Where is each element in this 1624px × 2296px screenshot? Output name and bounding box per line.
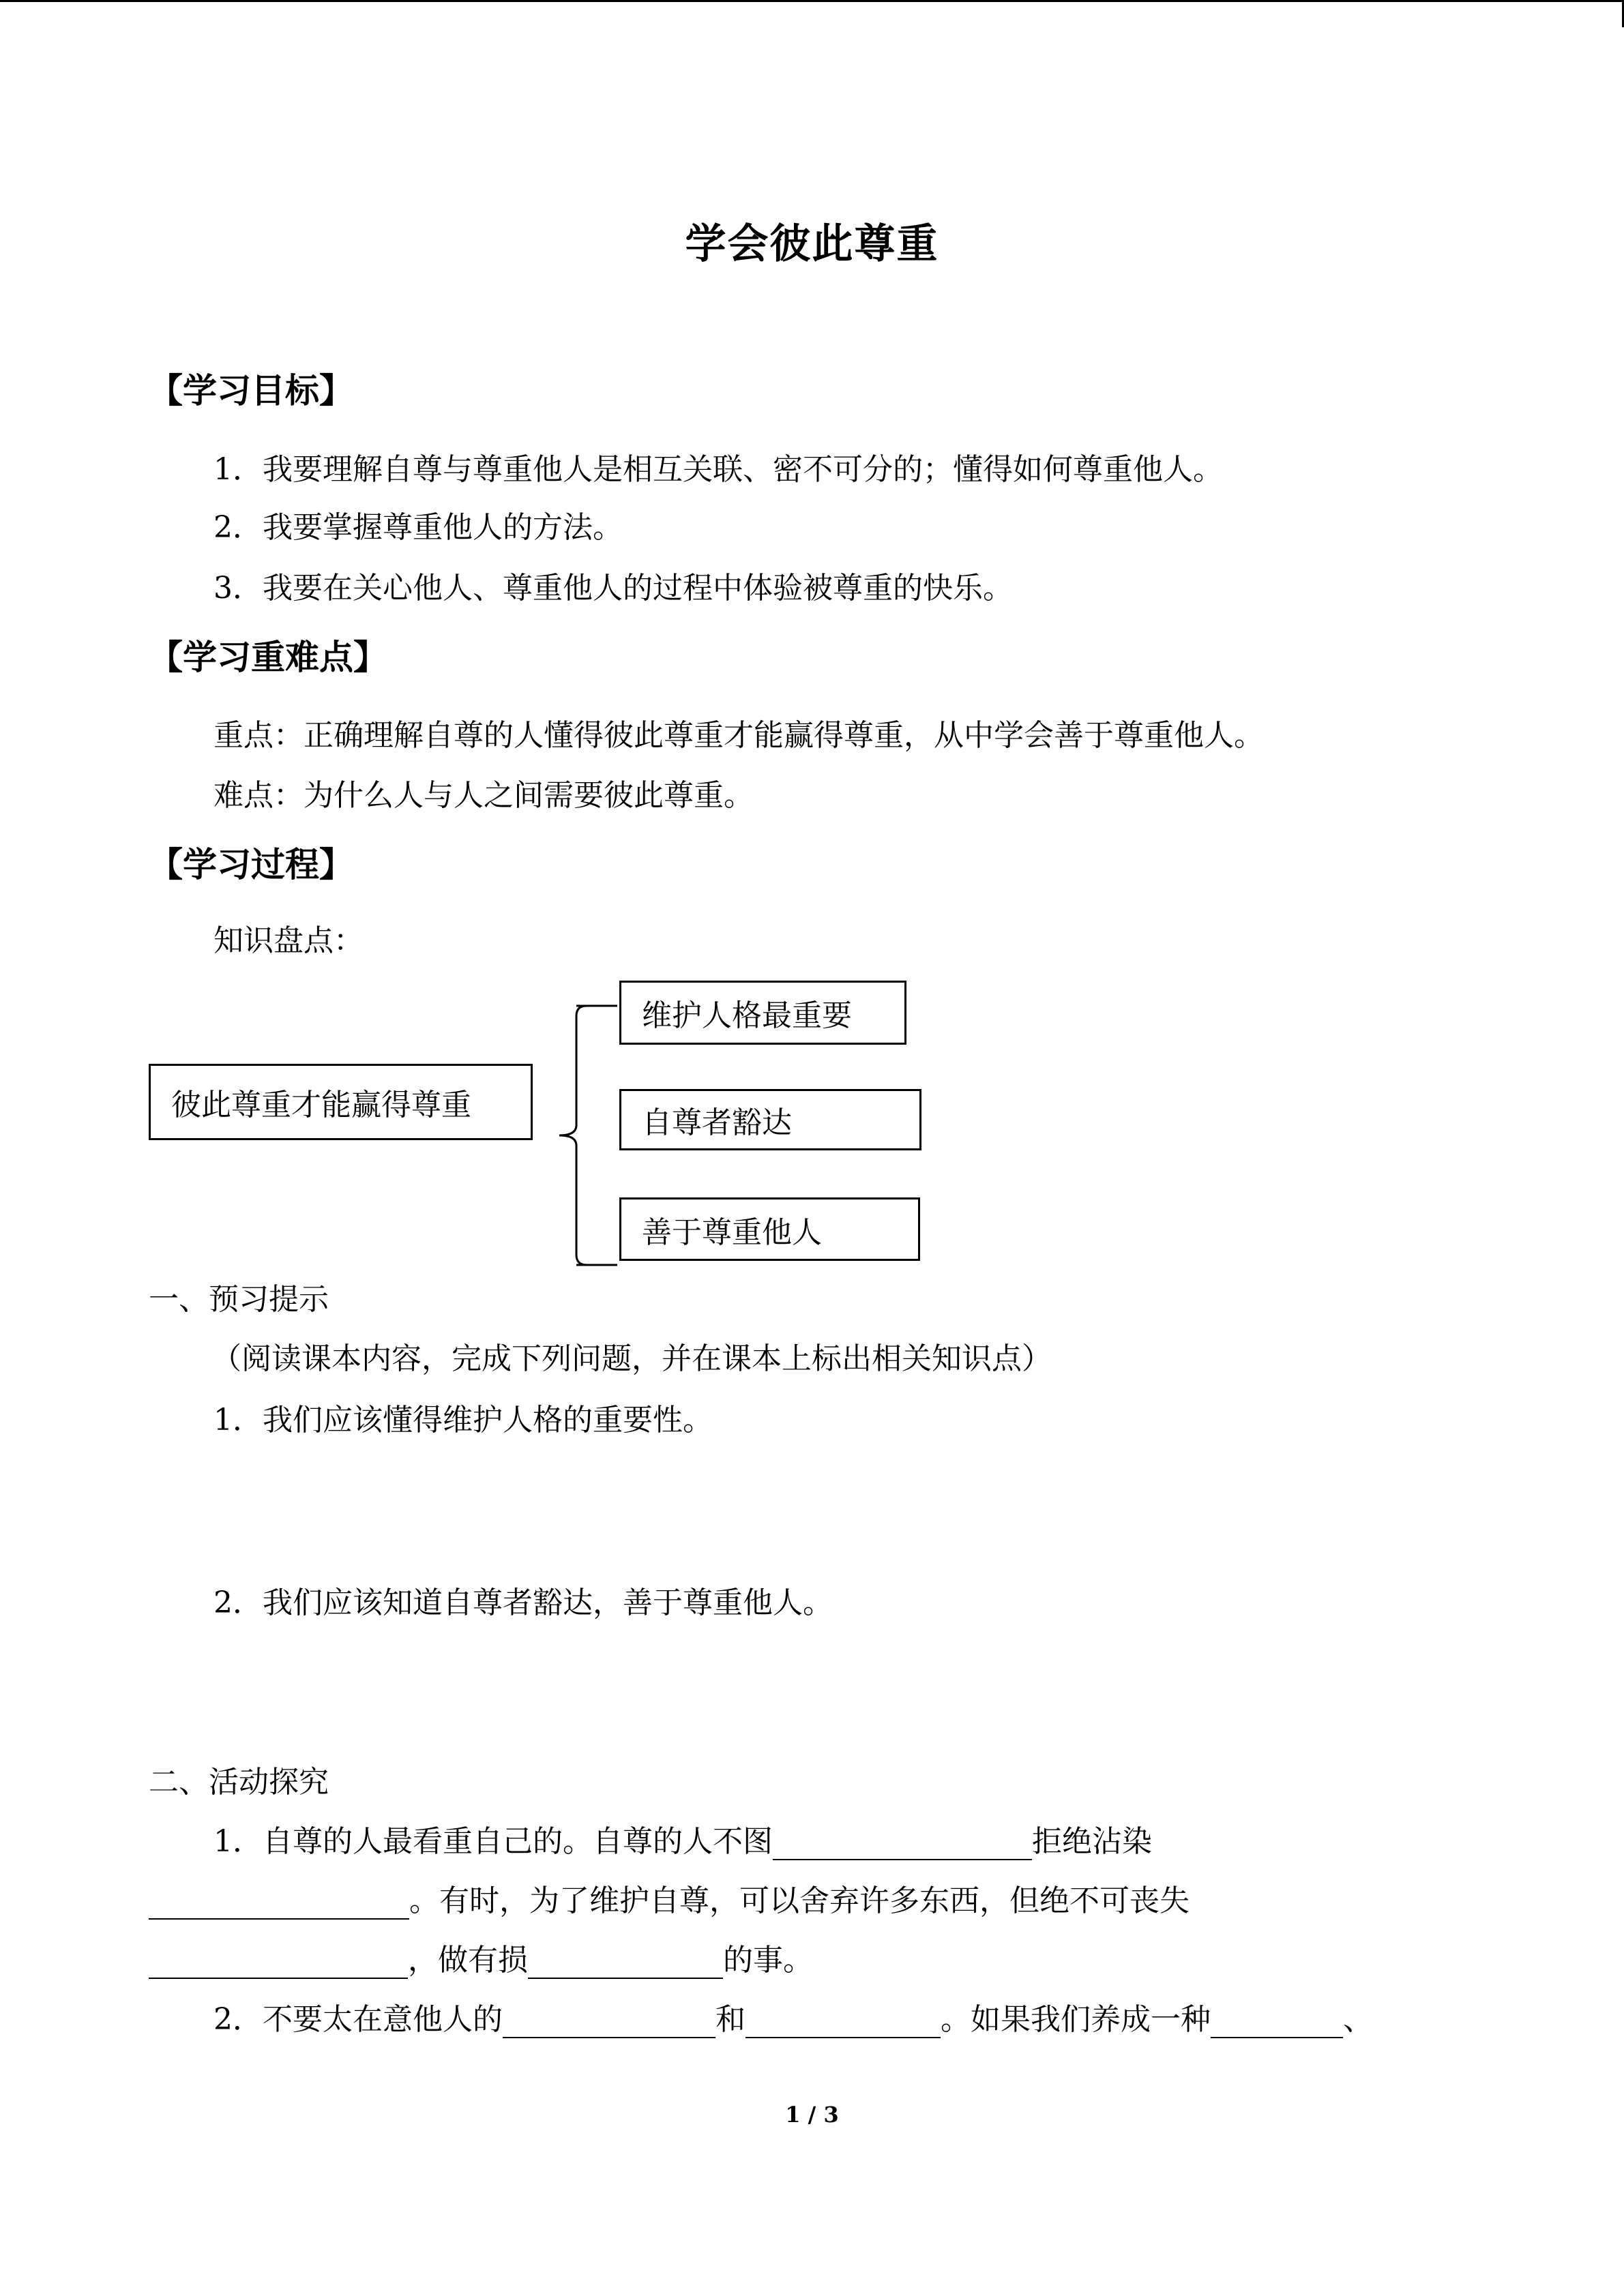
activity-question-1-line-3 (149, 1943, 813, 1979)
activity-q2-text-4: 、 (1343, 2002, 1373, 2037)
fill-blank-3[interactable] (149, 1946, 408, 1979)
fill-blank-7[interactable] (1211, 2006, 1343, 2038)
fill-blank-4[interactable] (528, 1946, 723, 1979)
activity-q1-text-2: 拒绝沾染 (1032, 1824, 1152, 1859)
activity-question-2-line-1 (213, 2002, 1373, 2038)
activity-q2-text-3: 。如果我们养成一种 (941, 2002, 1211, 2037)
activity-q1-text-3: 。有时，为了维护自尊，可以舍弃许多东西，但绝不可丧失 (409, 1883, 1190, 1918)
preview-question-1: 1．我们应该懂得维护人格的重要性。 (213, 1403, 713, 1437)
page-number: 1 / 3 (785, 2102, 839, 2128)
diagram-branch-box-2 (619, 1089, 921, 1150)
preview-question-2: 2．我们应该知道自尊者豁达，善于尊重他人。 (213, 1585, 833, 1620)
knowledge-label: 知识盘点： (213, 923, 364, 958)
activity-heading: 二、活动探究 (149, 1765, 329, 1800)
fill-blank-1[interactable] (773, 1828, 1032, 1860)
diagram-brace (556, 1002, 617, 1268)
fill-blank-2[interactable] (149, 1887, 409, 1920)
diagram-branch-label-1: 维护人格最重要 (642, 998, 852, 1033)
preview-heading: 一、预习提示 (149, 1282, 329, 1317)
diagram-branch-label-3: 善于尊重他人 (642, 1214, 822, 1250)
top-border-line (0, 0, 1624, 2)
fill-blank-6[interactable] (745, 2006, 941, 2038)
diagram-main-label: 彼此尊重才能赢得尊重 (171, 1088, 471, 1122)
activity-q2-text-2: 和 (715, 2002, 745, 2037)
difficult-point-text: 难点：为什么人与人之间需要彼此尊重。 (213, 778, 754, 813)
objective-item-1: 1．我要理解自尊与尊重他人是相互关联、密不可分的；懂得如何尊重他人。 (213, 452, 1223, 487)
diagram-branch-label-2: 自尊者豁达 (642, 1105, 792, 1140)
preview-note: （阅读课本内容，完成下列问题，并在课本上标出相关知识点） (211, 1341, 1052, 1376)
diagram-branch-box-1 (619, 981, 906, 1045)
fill-blank-5[interactable] (503, 2006, 715, 2038)
key-point-text: 重点：正确理解自尊的人懂得彼此尊重才能赢得尊重，从中学会善于尊重他人。 (213, 718, 1264, 753)
diagram-main-box (149, 1064, 533, 1140)
activity-question-1-line-1 (213, 1824, 1152, 1860)
objective-item-2: 2．我要掌握尊重他人的方法。 (213, 510, 623, 545)
activity-q1-text-1: 1．自尊的人最看重自己的。自尊的人不图 (213, 1824, 773, 1859)
objective-item-3: 3．我要在关心他人、尊重他人的过程中体验被尊重的快乐。 (213, 571, 1013, 606)
activity-q1-text-4: ，做有损 (408, 1943, 528, 1978)
diagram-branch-box-3 (619, 1197, 920, 1261)
activity-q1-text-5: 的事。 (723, 1943, 813, 1978)
objectives-heading: 【学习目标】 (149, 371, 353, 411)
process-heading: 【学习过程】 (149, 845, 353, 884)
activity-q2-text-1: 2．不要太在意他人的 (213, 2002, 503, 2037)
activity-question-1-line-2 (149, 1883, 1190, 1920)
key-points-heading: 【学习重难点】 (149, 638, 387, 677)
page-title: 学会彼此尊重 (685, 220, 939, 268)
